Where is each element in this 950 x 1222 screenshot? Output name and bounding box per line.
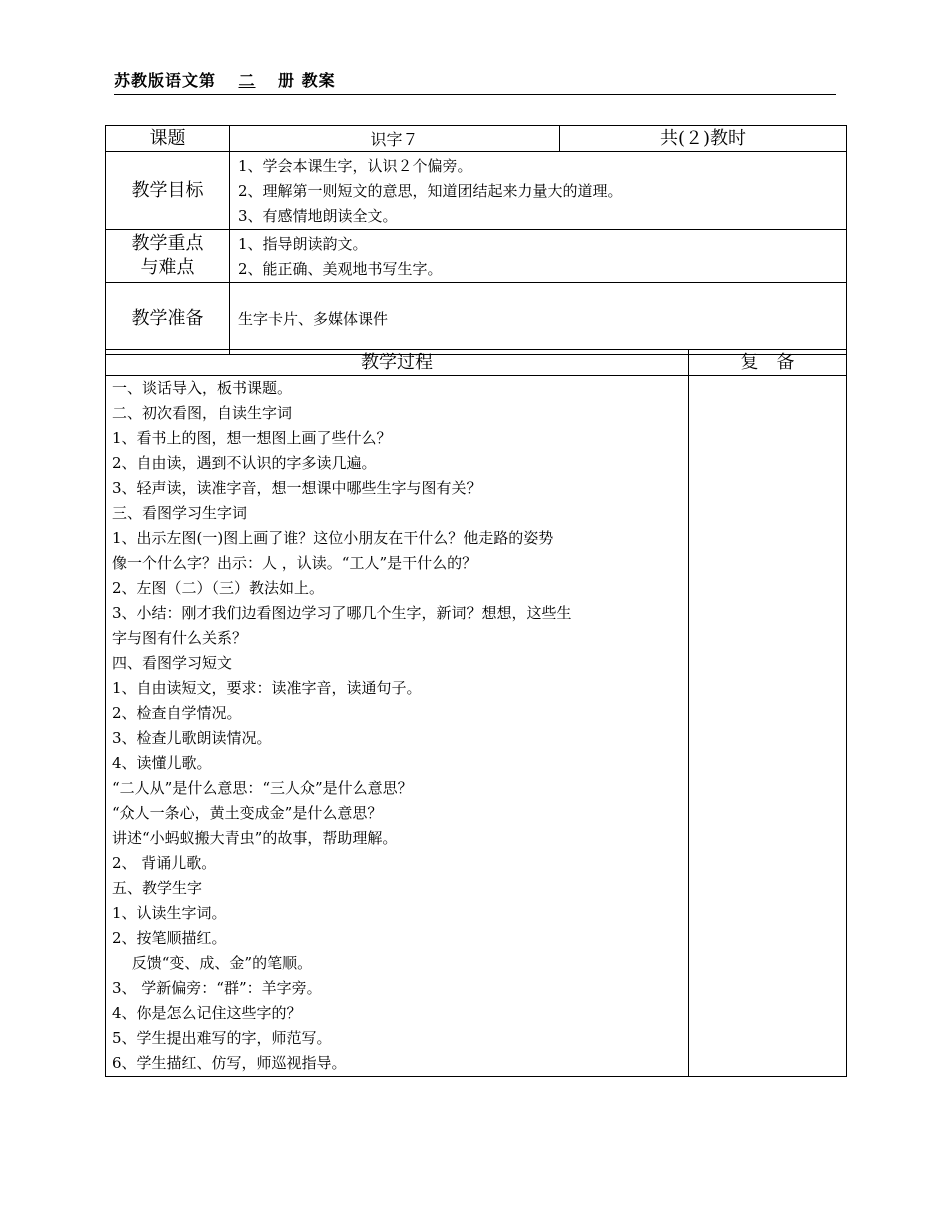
process-table <box>105 349 847 1077</box>
prep-value: 生字卡片、多媒体课件 <box>230 283 847 355</box>
process-line: 像一个什么字？出示：人 ，认读。“工人”是干什么的？ <box>112 554 478 572</box>
goal-item: 2、理解第一则短文的意思，知道团结起来力量大的道理。 <box>238 182 623 200</box>
process-line: 2、按笔顺描红。 <box>112 929 227 947</box>
goals-list <box>230 152 847 230</box>
process-line: 一、谈话导入，板书课题。 <box>112 379 293 397</box>
process-line: 讲述“小蚂蚁搬大青虫”的故事，帮助理解。 <box>112 829 398 847</box>
process-line: 2、左图（二）（三）教法如上。 <box>112 579 325 597</box>
process-line: 5、学生提出难写的字，师范写。 <box>112 1029 332 1047</box>
process-line: 1、出示左图(一)图上画了谁？这位小朋友在干什么？他走路的姿势 <box>112 529 554 547</box>
process-line: “二人从”是什么意思：“三人众”是什么意思？ <box>112 779 413 797</box>
process-content <box>106 376 689 1077</box>
topic-value: 识字７ <box>230 126 560 152</box>
focus-label-line-2: 与难点 <box>140 257 195 278</box>
process-line: 1、认读生字词。 <box>112 904 227 922</box>
header-volume: 二 <box>238 71 256 90</box>
process-line: 五、教学生字 <box>112 879 203 897</box>
process-line: 3、 学新偏旁：“群”：羊字旁。 <box>112 979 322 997</box>
process-line: 2、自由读，遇到不认识的字多读几遍。 <box>112 454 377 472</box>
process-line: “众人一条心，黄土变成金”是什么意思？ <box>112 804 383 822</box>
focus-label-line-1: 教学重点 <box>131 233 204 254</box>
process-line: 3、小结：刚才我们边看图边学习了哪几个生字，新词？想想，这些生 <box>112 604 572 622</box>
focus-label <box>106 230 230 283</box>
process-line: 1、自由读短文，要求：读准字音，读通句子。 <box>112 679 422 697</box>
class-periods: 共(２)教时 <box>560 126 847 152</box>
header-suffix: 册 教案 <box>278 71 336 90</box>
prep-label: 教学准备 <box>106 283 230 355</box>
document-header <box>114 70 836 95</box>
process-line: 反馈“变、成、金”的笔顺。 <box>112 954 313 972</box>
process-line: 1、看书上的图，想一想图上画了些什么？ <box>112 429 392 447</box>
process-line: 二、初次看图，自读生字词 <box>112 404 293 422</box>
focus-list <box>230 230 847 283</box>
process-line: 3、轻声读，读准字音，想一想课中哪些生字与图有关？ <box>112 479 482 497</box>
header-prefix: 苏教版语文第 <box>114 71 217 90</box>
process-line: 4、读懂儿歌。 <box>112 754 212 772</box>
process-line: 三、看图学习生字词 <box>112 504 248 522</box>
goal-item: 1、学会本课生字，认识２个偏旁。 <box>238 157 473 175</box>
process-line: 4、你是怎么记住这些字的？ <box>112 1004 302 1022</box>
process-line: 字与图有什么关系？ <box>112 629 248 647</box>
topic-label: 课题 <box>106 126 230 152</box>
review-notes <box>689 376 847 1077</box>
review-title: 复 备 <box>689 350 847 376</box>
process-line: 2、 背诵儿歌。 <box>112 854 217 872</box>
process-line: 6、学生描红、仿写，师巡视指导。 <box>112 1054 347 1072</box>
process-title: 教学过程 <box>106 350 689 376</box>
goals-label: 教学目标 <box>106 152 230 230</box>
process-line: 3、检查儿歌朗读情况。 <box>112 729 272 747</box>
focus-item: 2、能正确、美观地书写生字。 <box>238 260 443 278</box>
process-line: 2、检查自学情况。 <box>112 704 242 722</box>
process-line: 四、看图学习短文 <box>112 654 233 672</box>
lesson-info-table <box>105 125 847 355</box>
focus-item: 1、指导朗读韵文。 <box>238 235 368 253</box>
goal-item: 3、有感情地朗读全文。 <box>238 207 398 225</box>
